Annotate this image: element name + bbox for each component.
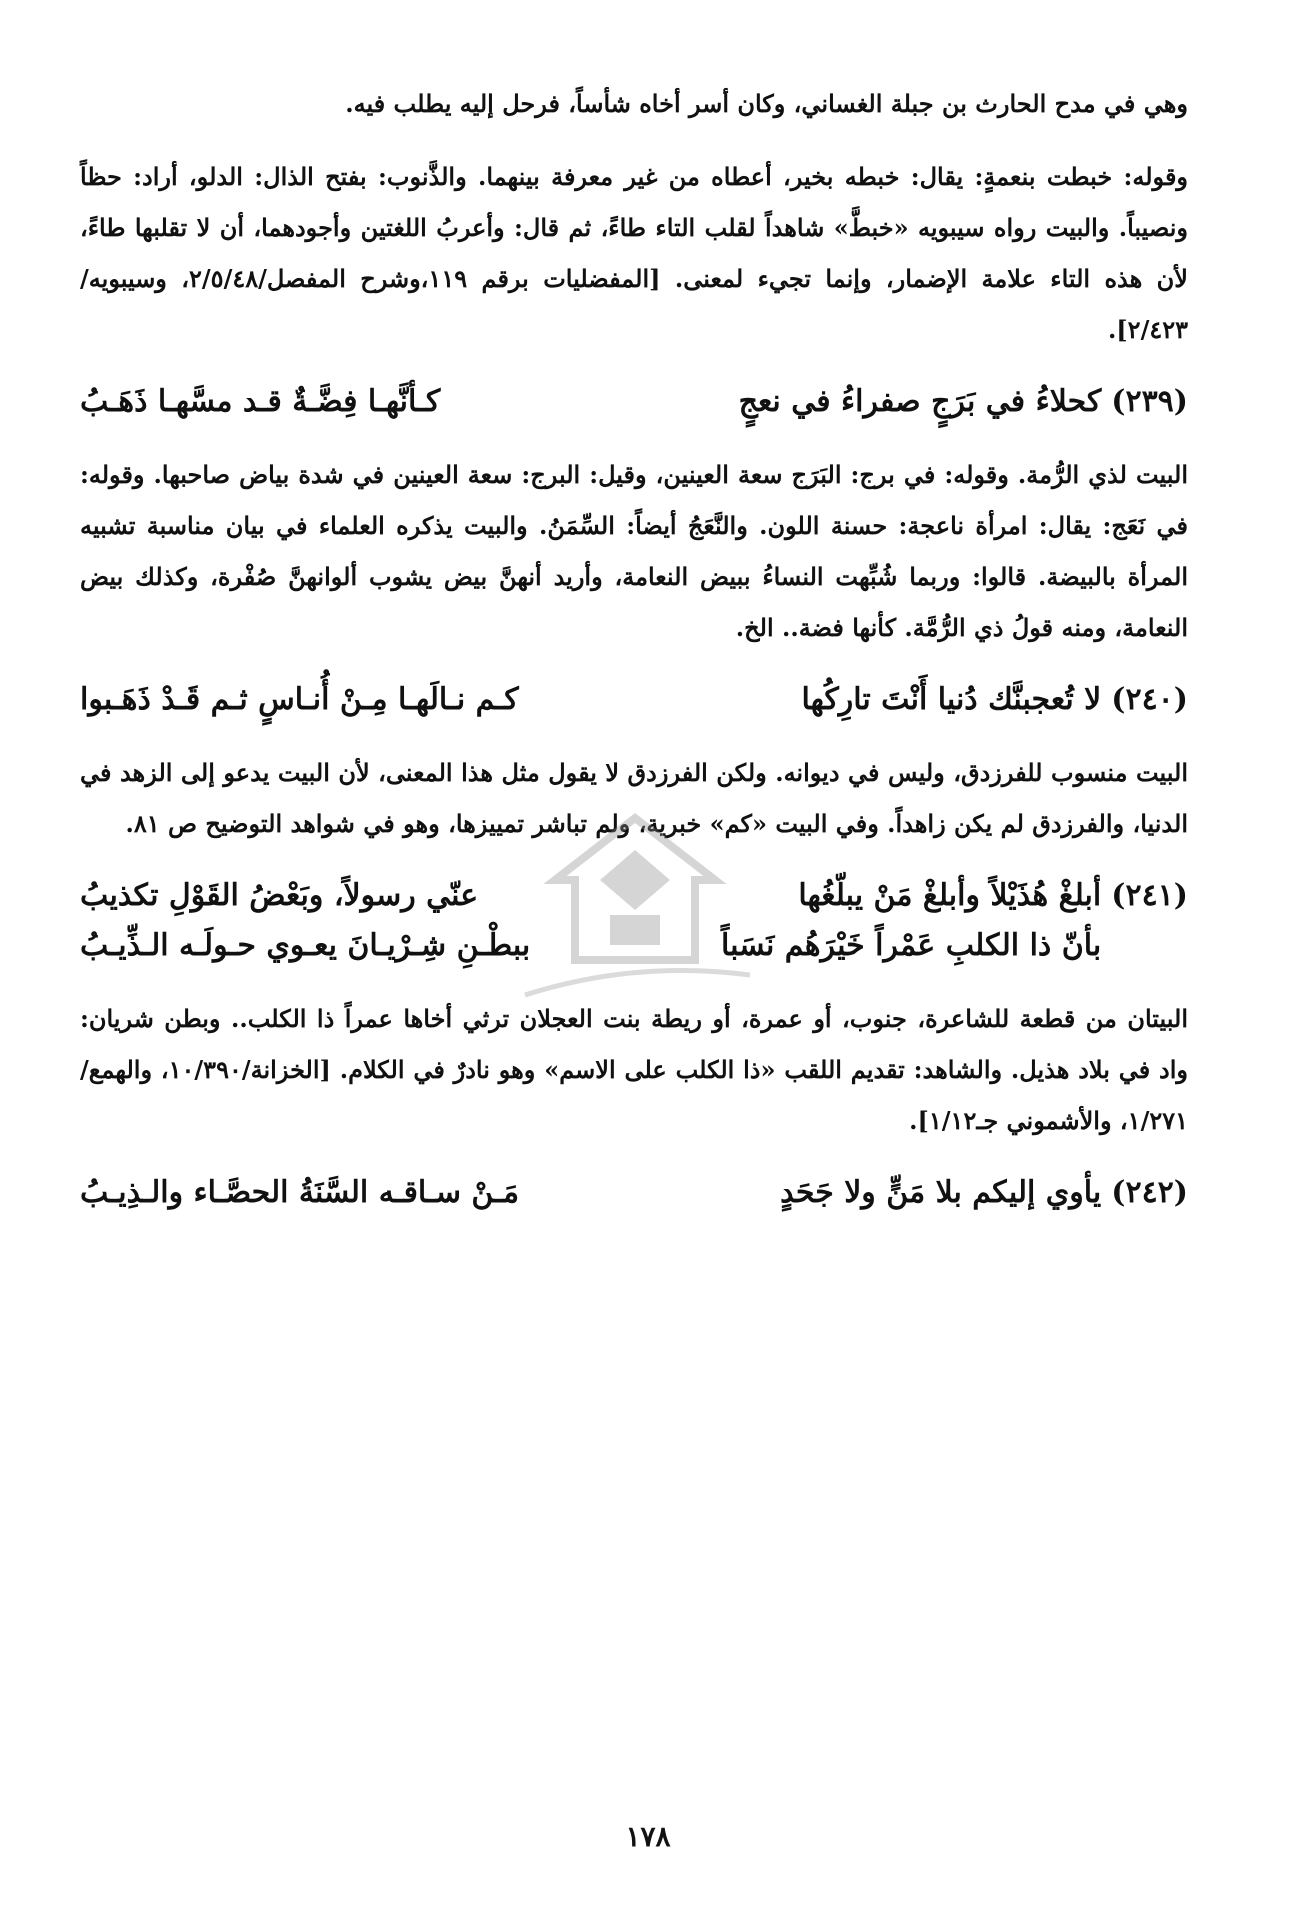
- verse-line: [80, 1168, 1188, 1218]
- hemistich-text: لا تُعجبنَّك دُنيا أَنْتَ تارِكُها: [801, 682, 1102, 717]
- verse-first-hemistich: [798, 871, 1188, 921]
- verse-first-hemistich: [802, 675, 1189, 725]
- verse-second-hemistich: ببطْـنِ شِـرْيـانَ يعـوي حـولَـه الـذِّيـبُ: [80, 928, 531, 963]
- verse-second-hemistich: كـم نـالَهـا مِـنْ أُنـاسٍ ثـم قَـدْ ذَهَـبوا: [80, 682, 519, 717]
- verse-number: (٢٣٩): [1111, 384, 1188, 419]
- verse-line: [80, 377, 1188, 427]
- verse-first-hemistich: [721, 921, 1188, 971]
- hemistich-text: كحلاءُ في بَرَجٍ صفراءُ في نعجٍ: [738, 384, 1102, 419]
- verse-second-hemistich: مَـنْ سـاقـه السَّنَةُ الحصَّـاء والـذِيـبُ: [80, 1175, 520, 1210]
- commentary-paragraph: البيت منسوب للفرزدق، وليس في ديوانه. ولكن الفرزدق لا يقول مثل هذا المعنى، لأن البيت يدعو إلى الزهد في الدنيا، والفرزدق لم يكن زاهداً. وفي البيت «كم» خبرية، ولم تباشر تمييزها، وهو في شواهد التوضيح ص ٨١.: [80, 758, 1188, 838]
- verse-number: (٢٤٠): [1111, 682, 1188, 717]
- library-seal-watermark-icon: [505, 810, 765, 1010]
- commentary-paragraph: وقوله: خبطت بنعمةٍ: يقال: خبطه بخير، أعطاه من غير معرفة بينهما. والذَّنوب: بفتح الذال: الدلو، أراد: حظاً ونصيباً. والبيت رواه سيبويه «خبطَّ» شاهداً لقلب التاء طاءً، ثم قال: وأعربُ اللغتين وأجودهما، أن لا تقلبها طاءً، لأن هذه التاء علامة الإضمار، وإنما تجيء لمعنى. [المفضليات برقم ١١٩،وشرح المفصل/٢/٥/٤٨، وسيبويه/٢/٤٢٣].: [80, 162, 1188, 344]
- hemistich-text: بأنّ ذا الكلبِ عَمْراً خَيْرَهُم نَسَباً: [721, 928, 1102, 963]
- verse-first-hemistich: [780, 1168, 1188, 1218]
- hemistich-text: أبلغْ هُذَيْلاً وأبلغْ مَنْ يبلّغُها: [798, 878, 1102, 913]
- verse-line: [80, 675, 1188, 725]
- verse-second-hemistich: عنّي رسولاً، وبَعْضُ القَوْلِ تكذيبُ: [80, 878, 479, 913]
- hemistich-text: يأوي إليكم بلا مَنٍّ ولا جَحَدٍ: [780, 1175, 1102, 1210]
- verse-number: (٢٤٢): [1111, 1175, 1188, 1210]
- verse-number: (٢٤١): [1111, 878, 1188, 913]
- verse-second-hemistich: كـأنَّهـا فِضَّـةٌ قـد مسَّهـا ذَهَـبُ: [80, 384, 441, 419]
- commentary-paragraph: البيتان من قطعة للشاعرة، جنوب، أو عمرة، أو ريطة بنت العجلان ترثي أخاها عمراً ذا الكلب.. وبطن شريان: واد في بلاد هذيل. والشاهد: تقديم اللقب «ذا الكلب على الاسم» وهو نادرٌ في الكلام. [الخزانة/١٠/٣٩٠، والهمع/١/٢٧١، والأشموني جـ١/١٢].: [80, 1004, 1188, 1135]
- verse-block: [80, 377, 1188, 427]
- page-number: ١٧٨: [625, 1820, 671, 1853]
- commentary-paragraph: البيت لذي الرُّمة. وقوله: في برج: البَرَج سعة العينين، وقيل: البرج: سعة العينين في شدة بياض صاحبها. وقوله: في نَعَج: يقال: امرأة ناعجة: حسنة اللون. والنَّعَجُ أيضاً: السِّمَنُ. والبيت يذكره العلماء في بيان مناسبة تشبيه المرأة بالبيضة. قالوا: وربما شُبِّهت النساءُ ببيض النعامة، وأريد أنهنَّ بيض يشوب ألوانهنَّ صُفْرة، وكذلك بيض النعامة، ومنه قولُ ذي الرُّمَّة. كأنها فضة.. الخ.: [80, 460, 1189, 642]
- verse-first-hemistich: [739, 377, 1188, 427]
- verse-block: [80, 675, 1188, 725]
- commentary-paragraph: وهي في مدح الحارث بن جبلة الغساني، وكان أسر أخاه شأساً، فرحل إليه يطلب فيه.: [345, 89, 1188, 118]
- page-content: [80, 78, 1188, 1240]
- verse-block: [80, 1168, 1188, 1218]
